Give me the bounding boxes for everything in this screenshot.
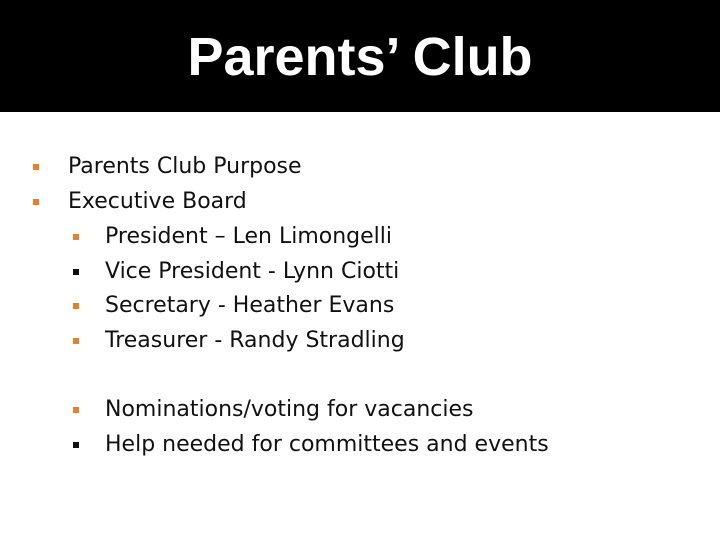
sub-bullet-item-treasurer [73,324,405,358]
square-bullet-icon [73,234,79,240]
square-bullet-icon [73,442,79,448]
square-bullet-icon [33,199,39,205]
square-bullet-icon [73,338,79,344]
sub-bullet-item-president [73,220,392,254]
title-bar [0,0,720,112]
sub-bullet-text: Help needed for committees and events [105,432,549,457]
slide-title: Parents’ Club [187,27,533,87]
sub-bullet-item-secretary [73,289,394,323]
square-bullet-icon [73,269,79,275]
sub-bullet-text: Vice President - Lynn Ciotti [105,259,400,284]
sub-bullet-item-help-needed [73,428,549,462]
square-bullet-icon [73,407,79,413]
sub-bullet-text: President – Len Limongelli [105,224,392,249]
bullet-item-executive-board [33,185,247,219]
sub-bullet-text: Nominations/voting for vacancies [105,397,474,422]
bullet-item-purpose [33,150,302,184]
square-bullet-icon [73,303,79,309]
bullet-text: Executive Board [68,189,247,214]
sub-bullet-text: Secretary - Heather Evans [105,293,395,318]
square-bullet-icon [33,164,39,170]
sub-bullet-text: Treasurer - Randy Stradling [105,328,405,353]
sub-bullet-item-nominations [73,393,474,427]
sub-bullet-item-vice-president [73,255,399,289]
bullet-text: Parents Club Purpose [68,154,302,179]
